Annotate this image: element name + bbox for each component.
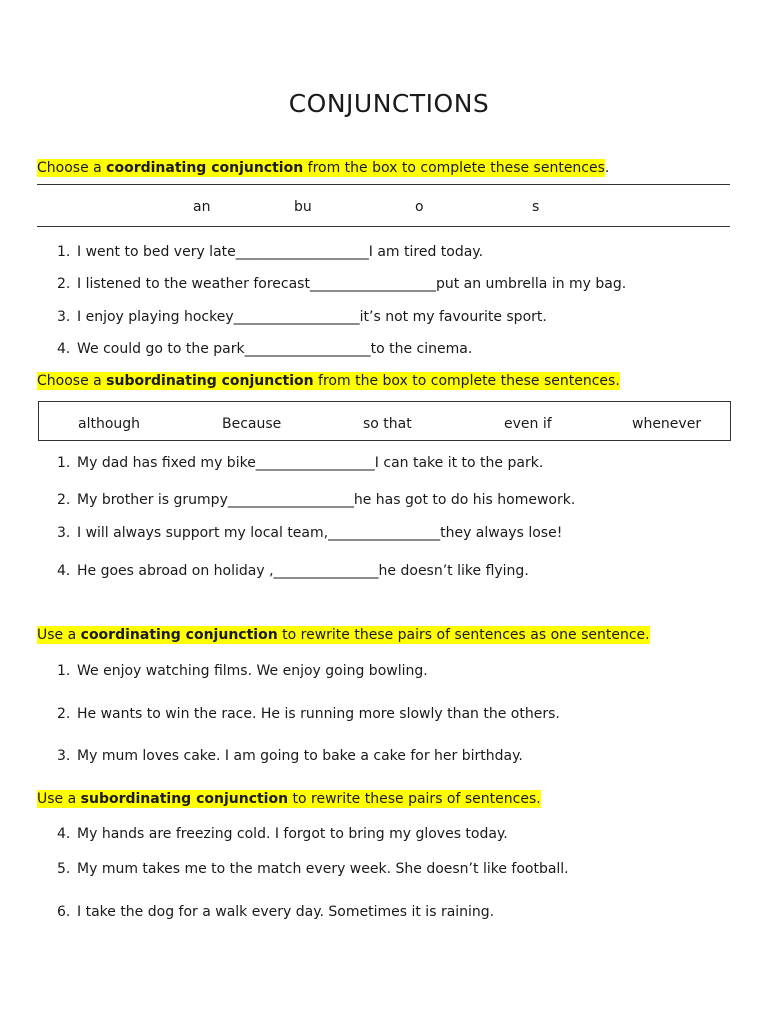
section1-trail: . — [604, 160, 610, 176]
list-item: 6. I take the dog for a walk every day. Sometimes it is raining. — [57, 904, 495, 920]
word-box-top-rule — [37, 184, 730, 185]
option-so-that: so that — [363, 416, 412, 432]
list-item: 1. We enjoy watching films. We enjoy going bowling. — [57, 663, 428, 679]
option-because: Because — [222, 416, 282, 432]
list-item: 2. My brother is grumpy__________________he has got to do his homework. — [57, 492, 576, 508]
section3-instruction: Use a coordinating conjunction to rewrite these pairs of sentences as one sentence. — [37, 627, 650, 643]
option-although: although — [78, 416, 141, 432]
list-item: 3. I enjoy playing hockey__________________it’s not my favourite sport. — [57, 309, 547, 325]
page-title: CONJUNCTIONS — [288, 89, 490, 118]
section1-bold: coordinating conjunction — [106, 160, 304, 176]
word-box-bottom-rule — [37, 226, 730, 227]
list-item: 4. He goes abroad on holiday ,_______________he doesn’t like flying. — [57, 563, 529, 579]
list-item: 4. My hands are freezing cold. I forgot to bring my gloves today. — [57, 826, 508, 842]
word-box-word-3: o — [415, 199, 424, 215]
list-item: 4. We could go to the park__________________to the cinema. — [57, 341, 473, 357]
word-box-word-1: an — [193, 199, 211, 215]
list-item: 3. I will always support my local team,________________they always lose! — [57, 525, 563, 541]
list-item: 2. He wants to win the race. He is running more slowly than the others. — [57, 706, 560, 722]
section1-prefix: Choose a — [37, 160, 107, 176]
list-item: 1. I went to bed very late___________________I am tired today. — [57, 244, 484, 260]
option-whenever: whenever — [632, 416, 702, 432]
word-box-word-2: bu — [294, 199, 312, 215]
list-item: 3. My mum loves cake. I am going to bake a cake for her birthday. — [57, 748, 523, 764]
word-box-word-4: s — [532, 199, 540, 215]
section2-instruction: Choose a subordinating conjunction from the box to complete these sentences. — [37, 373, 620, 389]
list-item: 2. I listened to the weather forecast__________________put an umbrella in my bag. — [57, 276, 627, 292]
list-item: 1. My dad has fixed my bike_________________I can take it to the park. — [57, 455, 544, 471]
section1-suffix: from the box to complete these sentences — [303, 160, 605, 176]
section4-instruction: Use a subordinating conjunction to rewrite these pairs of sentences. — [37, 791, 541, 807]
option-even-if: even if — [504, 416, 552, 432]
list-item: 5. My mum takes me to the match every week. She doesn’t like football. — [57, 861, 569, 877]
section1-instruction — [37, 160, 609, 176]
